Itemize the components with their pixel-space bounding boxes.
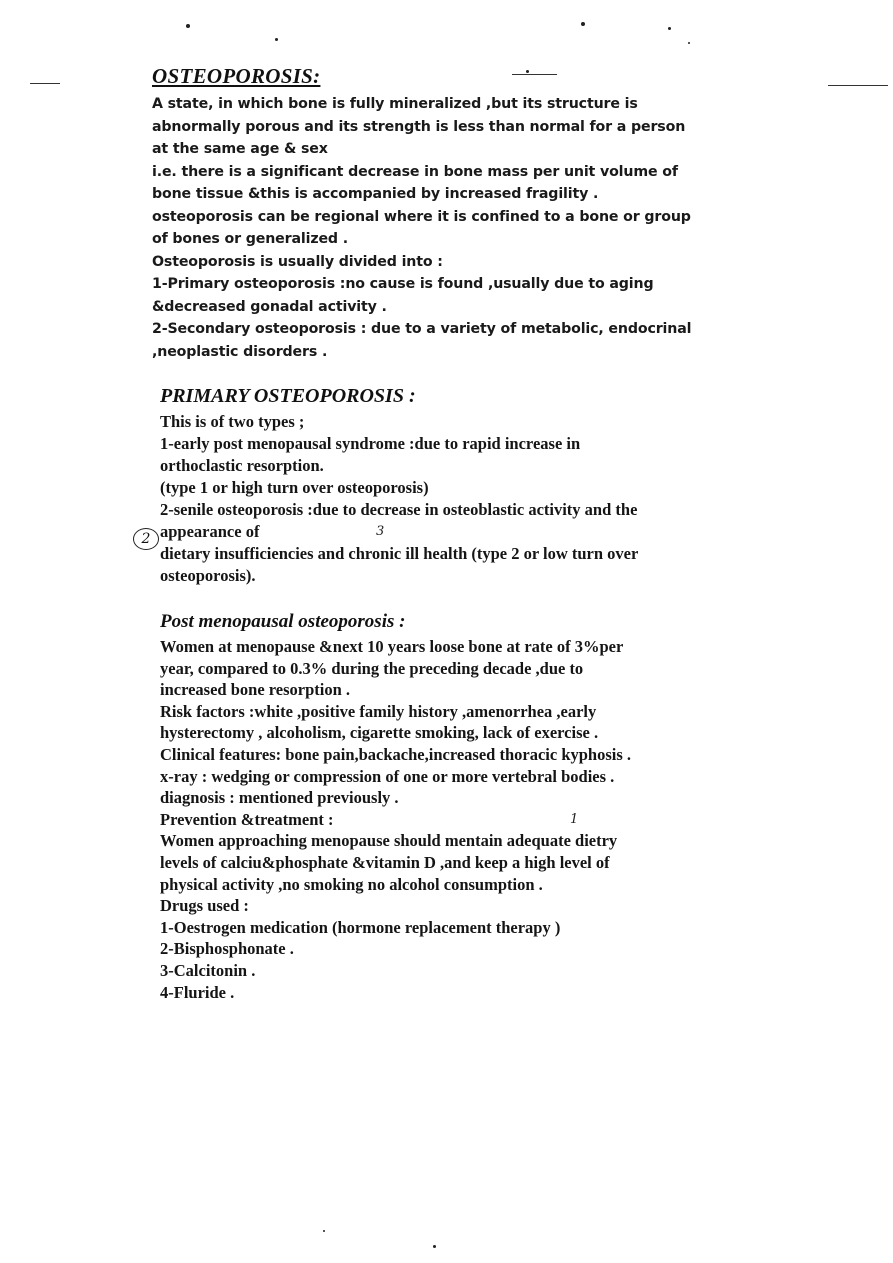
text-line: hysterectomy , alcoholism, cigarette smoking, lack of exercise . [160, 723, 599, 743]
scan-speck [323, 1230, 325, 1232]
section-title-post-menopausal: Post menopausal osteoporosis : [160, 611, 406, 632]
text-line: (type 1 or high turn over osteoporosis) [160, 478, 429, 497]
handwritten-mark: 3 [376, 524, 385, 539]
text-line: Women approaching menopause should mentain adequate dietry [160, 831, 618, 851]
text-line: 4-Fluride . [160, 982, 235, 1002]
scan-speck [433, 1245, 436, 1248]
text-line: A state, in which bone is fully mineralized ,but its structure is [152, 96, 638, 112]
text-line: of bones or generalized . [152, 231, 348, 247]
section-post-menopausal-text [152, 636, 732, 1003]
scan-speck [668, 27, 671, 30]
text-line: This is of two types ; [160, 412, 305, 431]
text-line: at the same age & sex [152, 141, 328, 157]
text-line: 2-senile osteoporosis :due to decrease in osteoblastic activity and the [160, 500, 638, 519]
text-line: osteoporosis can be regional where it is confined to a bone or group [152, 208, 691, 225]
text-line: appearance of [160, 522, 260, 541]
text-line: Osteoporosis is usually divided into : [152, 253, 443, 270]
section-primary-osteoporosis-text [152, 411, 732, 587]
text-line: osteoporosis). [160, 566, 256, 585]
scan-speck [688, 42, 690, 44]
text-line: 1-early post menopausal syndrome :due to rapid increase in [160, 434, 581, 453]
text-line: diagnosis : mentioned previously . [160, 788, 399, 808]
text-line: abnormally porous and its strength is less than normal for a person [152, 118, 686, 135]
text-line: 1-Primary osteoporosis :no cause is found ,usually due to aging [152, 276, 654, 292]
text-line: ,neoplastic disorders . [152, 343, 328, 360]
handwritten-mark: 1 [570, 812, 579, 827]
text-line: &decreased gonadal activity . [152, 298, 387, 315]
section-osteoporosis-text [152, 93, 732, 363]
scan-line [828, 85, 888, 86]
text-line: 1-Oestrogen medication (hormone replacement therapy ) [160, 917, 561, 937]
scan-speck [581, 22, 585, 26]
text-line: Clinical features: bone pain,backache,increased thoracic kyphosis . [160, 744, 632, 764]
text-line: increased bone resorption . [160, 680, 351, 700]
text-line: 2-Bisphosphonate . [160, 939, 294, 959]
text-line: orthoclastic resorption. [160, 456, 324, 475]
text-line: Drugs used : [160, 896, 249, 916]
text-line: physical activity ,no smoking no alcohol consumption . [160, 874, 543, 894]
text-line: 3-Calcitonin . [160, 960, 256, 980]
text-line: Prevention &treatment : [160, 809, 334, 829]
section-title-osteoporosis: OSTEOPOROSIS: [152, 64, 321, 88]
text-line: year, compared to 0.3% during the preceding decade ,due to [160, 658, 584, 678]
text-line: x-ray : wedging or compression of one or more vertebral bodies . [160, 766, 615, 786]
text-line: i.e. there is a significant decrease in bone mass per unit volume of [152, 163, 678, 180]
handwritten-circled-number: 2 [133, 528, 159, 550]
text-line: dietary insufficiencies and chronic ill health (type 2 or low turn over [160, 544, 639, 563]
section-title-primary-osteoporosis: PRIMARY OSTEOPOROSIS : [160, 385, 416, 407]
text-line: bone tissue &this is accompanied by increased fragility . [152, 186, 599, 202]
text-line: 2-Secondary osteoporosis : due to a variety of metabolic, endocrinal [152, 321, 692, 337]
text-line: Women at menopause &next 10 years loose bone at rate of 3%per [160, 637, 624, 656]
document-body [152, 64, 732, 1003]
scan-line [30, 83, 60, 84]
text-line: Risk factors :white ,positive family history ,amenorrhea ,early [160, 701, 597, 721]
scan-speck [275, 38, 278, 41]
scan-speck [186, 24, 190, 28]
text-line: levels of calciu&phosphate &vitamin D ,and keep a high level of [160, 852, 610, 872]
